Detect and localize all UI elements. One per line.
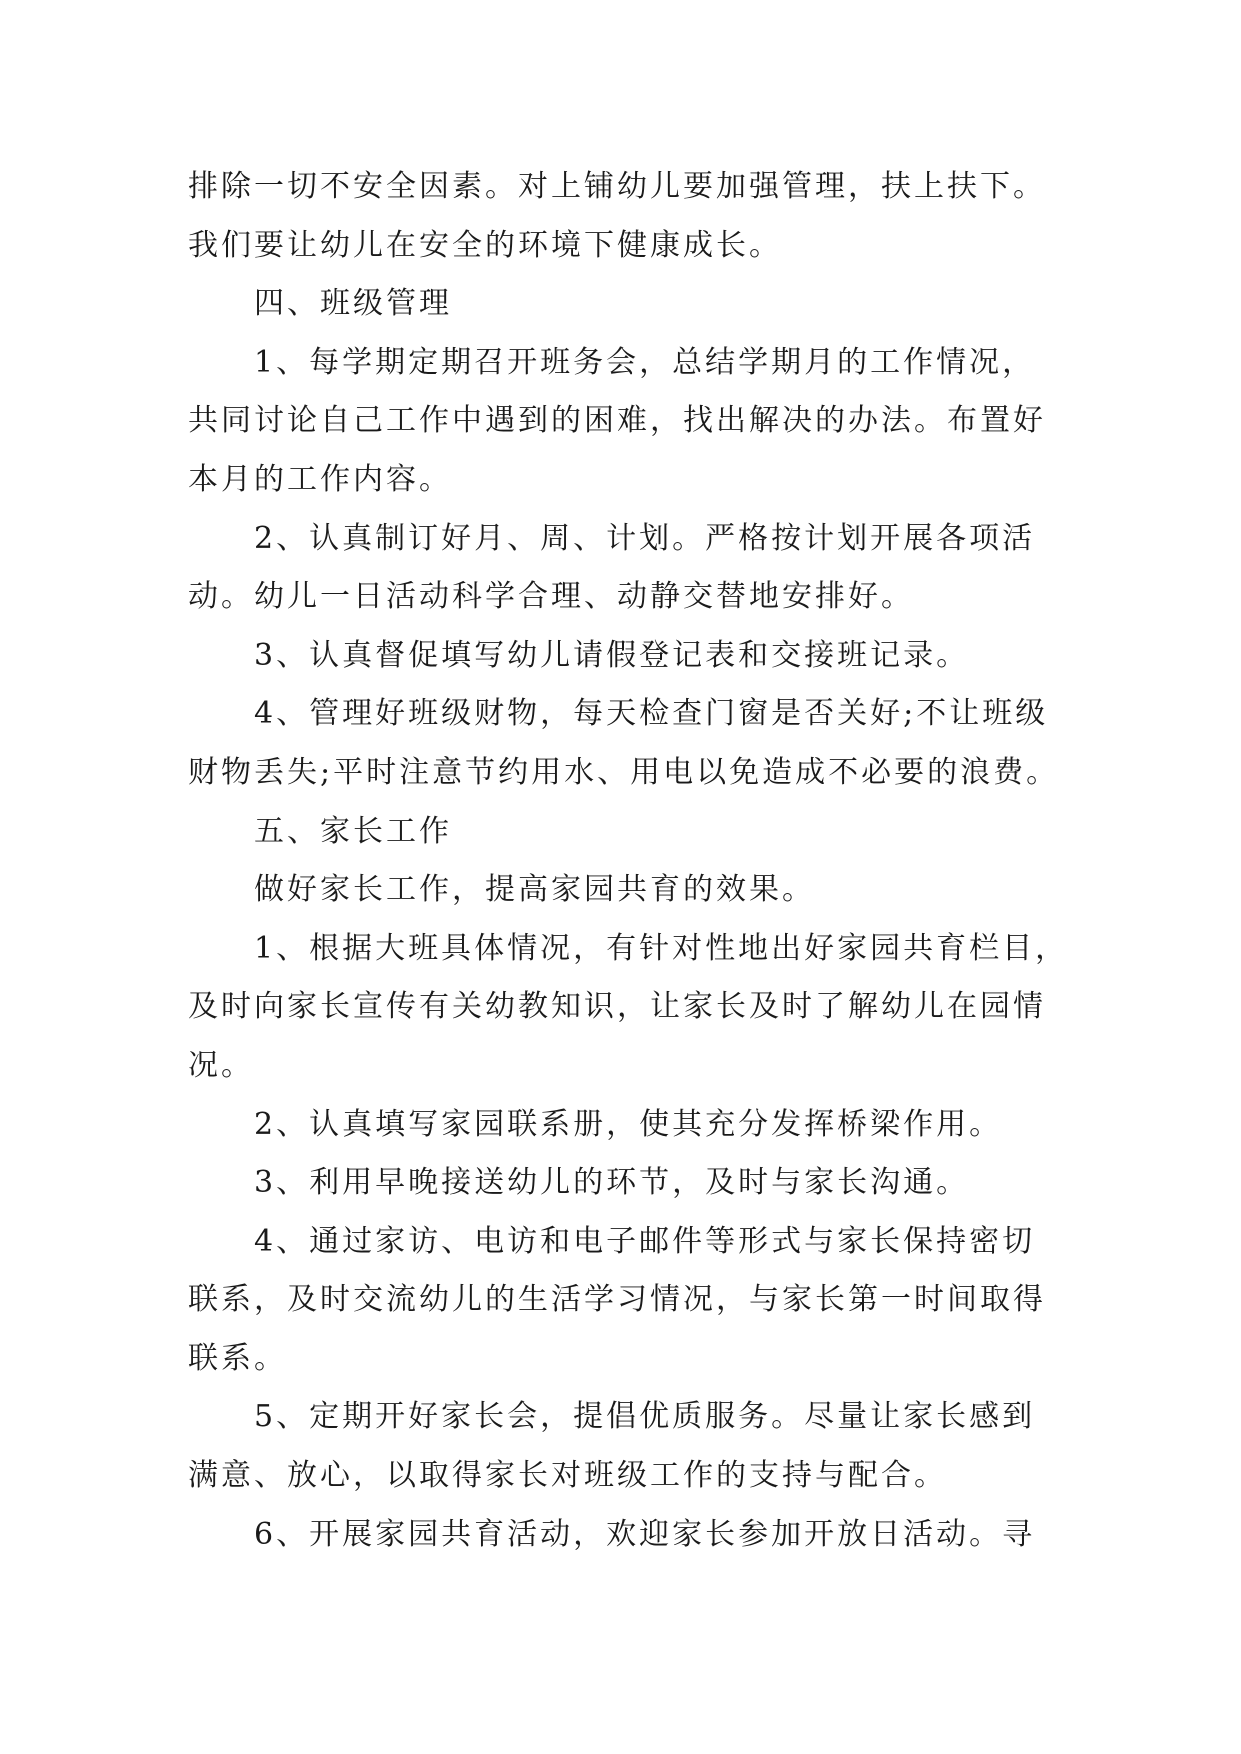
text-line: 6、开展家园共育活动，欢迎家长参加开放日活动。寻 xyxy=(254,1516,1036,1552)
text-line: 4、管理好班级财物，每天检查门窗是否关好;不让班级 xyxy=(254,696,1049,732)
text-line: 4、通过家访、电访和电子邮件等形式与家长保持密切 xyxy=(254,1223,1036,1259)
text-line: 2、认真制订好月、周、计划。严格按计划开展各项活 xyxy=(254,520,1036,556)
text-line: 3、利用早晚接送幼儿的环节，及时与家长沟通。 xyxy=(254,1165,970,1201)
text-line: 1、每学期定期召开班务会，总结学期月的工作情况， xyxy=(254,344,1036,380)
text-line: 排除一切不安全因素。对上铺幼儿要加强管理，扶上扶下。 xyxy=(188,169,1046,204)
text-line: 况。 xyxy=(188,1047,254,1083)
text-line: 5、定期开好家长会，提倡优质服务。尽量让家长感到 xyxy=(254,1399,1036,1435)
section-heading: 四、班级管理 xyxy=(254,286,452,322)
section-heading: 五、家长工作 xyxy=(254,813,452,849)
text-column xyxy=(188,158,1068,1564)
text-line: 财物丢失;平时注意节约用水、用电以免造成不必要的浪费。 xyxy=(188,754,1060,790)
text-line: 联系。 xyxy=(188,1340,287,1376)
text-line: 动。幼儿一日活动科学合理、动静交替地安排好。 xyxy=(188,579,914,615)
text-line: 及时向家长宣传有关幼教知识，让家长及时了解幼儿在园情 xyxy=(188,989,1046,1025)
text-line: 2、认真填写家园联系册，使其充分发挥桥梁作用。 xyxy=(254,1106,1003,1142)
text-line: 做好家长工作，提高家园共育的效果。 xyxy=(254,872,815,908)
text-line: 共同讨论自己工作中遇到的困难，找出解决的办法。布置好 xyxy=(188,403,1046,439)
text-line: 我们要让幼儿在安全的环境下健康成长。 xyxy=(188,227,782,263)
text-line: 满意、放心，以取得家长对班级工作的支持与配合。 xyxy=(188,1458,947,1494)
text-line: 3、认真督促填写幼儿请假登记表和交接班记录。 xyxy=(254,637,970,673)
text-line: 联系，及时交流幼儿的生活学习情况，与家长第一时间取得 xyxy=(188,1282,1046,1318)
text-line: 本月的工作内容。 xyxy=(188,461,452,497)
text-line: 1、根据大班具体情况，有针对性地出好家园共育栏目， xyxy=(254,930,1069,966)
